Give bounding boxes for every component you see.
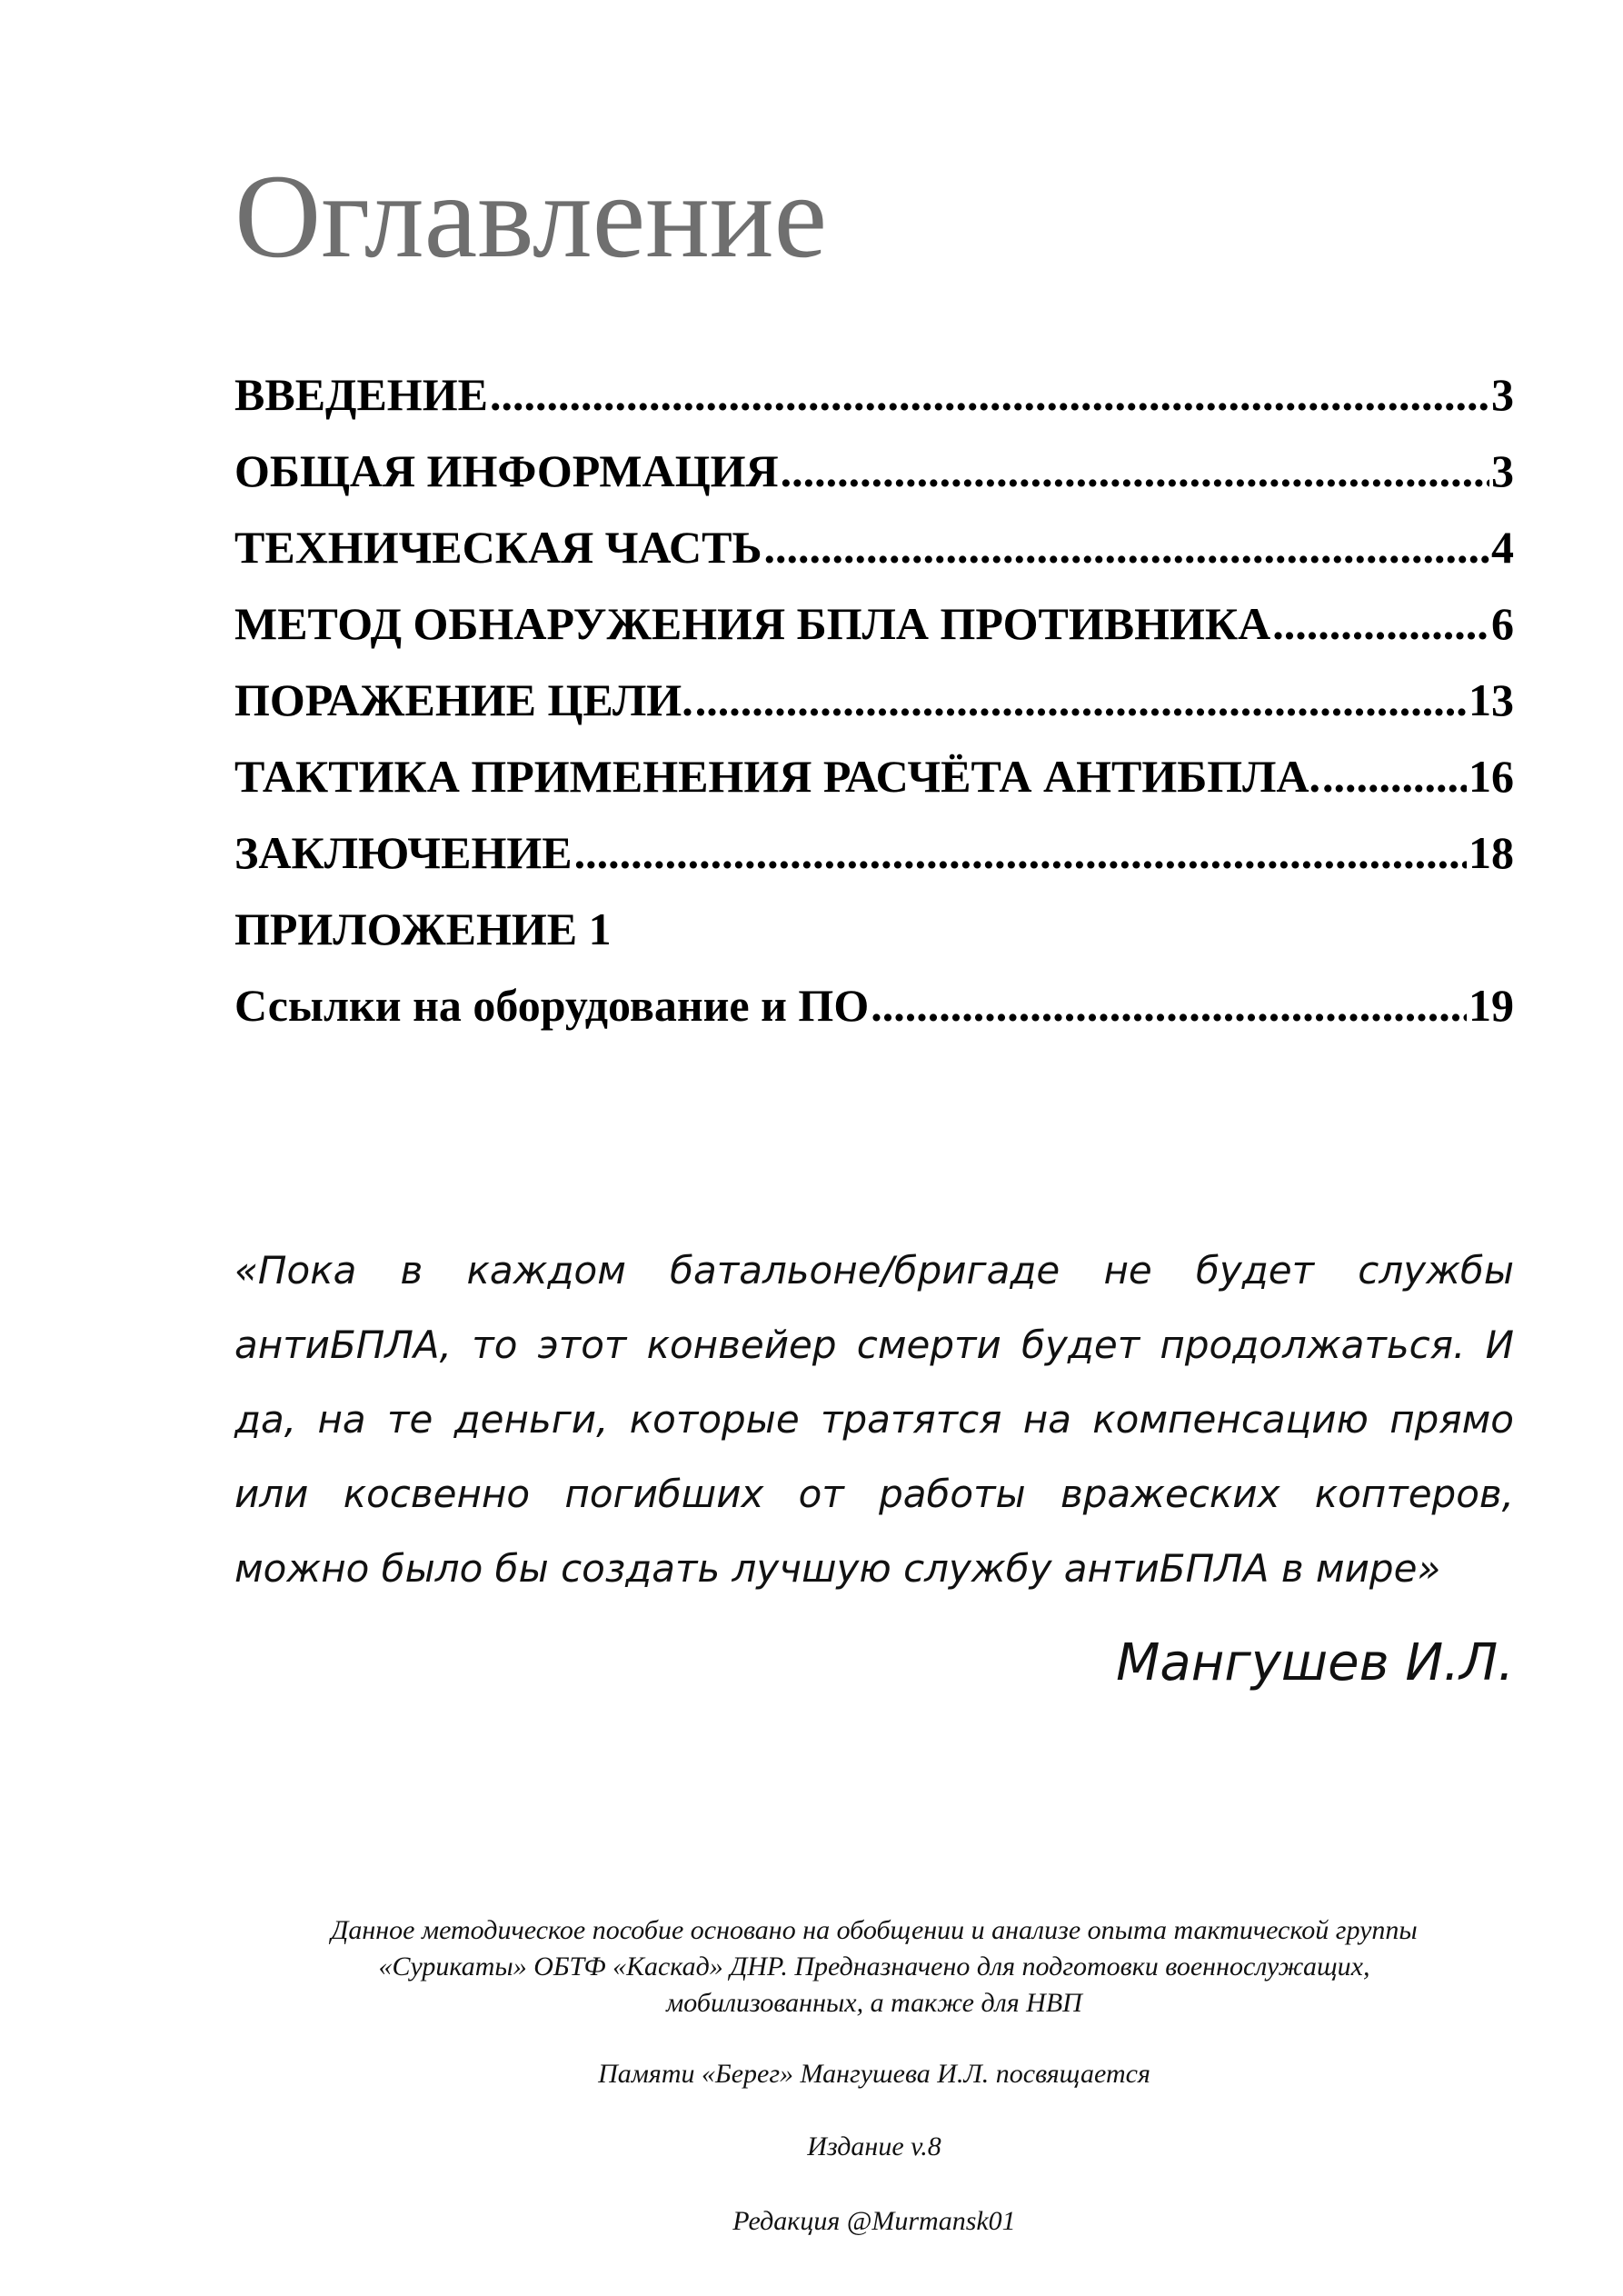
toc-dot-leader xyxy=(781,433,1489,509)
toc-entry-label: МЕТОД ОБНАРУЖЕНИЯ БПЛА ПРОТИВНИКА xyxy=(234,598,1271,649)
toc-entry-label: ТЕХНИЧЕСКАЯ ЧАСТЬ xyxy=(234,522,762,573)
toc-dot-leader xyxy=(695,662,1467,738)
toc-entry-label: Ссылки на оборудование и ПО xyxy=(234,980,870,1031)
toc-dot-leader xyxy=(490,356,1489,433)
toc-entry-introduction[interactable] xyxy=(234,356,1514,433)
toc-page-number: 3 xyxy=(1491,369,1514,420)
toc-dot-leader xyxy=(871,967,1467,1043)
toc-entry-target-engagement[interactable] xyxy=(234,662,1514,738)
toc-entry-label: ОБЩАЯ ИНФОРМАЦИЯ xyxy=(234,445,779,496)
toc-entry-tactics[interactable] xyxy=(234,738,1514,814)
toc-page-number: 6 xyxy=(1491,598,1514,649)
footer-editor: Редакция @Murmansk01 xyxy=(732,2206,1016,2236)
footer-description-line: мобилизованных, а также для НВП xyxy=(666,1988,1082,2018)
toc-dot-leader xyxy=(1322,738,1467,814)
toc-page-number: 3 xyxy=(1491,445,1514,496)
epigraph-quote: «Пока в каждом батальоне/бригаде не будет службы антиБПЛА, то этот конвейер смерти будет продолжаться. И да, на те деньги, которые тратятся на компенсацию прямо или косвенно погибших от работы вражеских коптеров, можно было бы создать лучшую службу антиБПЛА в мире» xyxy=(234,1248,1514,1591)
toc-page-number: 16 xyxy=(1469,751,1514,802)
toc-entry-detection-method[interactable] xyxy=(234,585,1514,662)
toc-dot-leader xyxy=(1272,585,1489,662)
toc-entry-label: ПОРАЖЕНИЕ ЦЕЛИ. xyxy=(234,674,693,725)
toc-dot-leader xyxy=(574,814,1467,891)
toc-entry-appendix-1[interactable] xyxy=(234,891,1514,967)
table-of-contents xyxy=(234,356,1514,1043)
footer-description-line: «Сурикаты» ОБТФ «Каскад» ДНР. Предназначено для подготовки военнослужащих, xyxy=(378,1952,1370,1982)
toc-entry-label: ТАКТИКА ПРИМЕНЕНИЯ РАСЧЁТА АНТИБПЛА. xyxy=(234,751,1321,802)
footer-description xyxy=(234,1912,1514,2021)
toc-entry-conclusion[interactable] xyxy=(234,814,1514,891)
quote-author: Мангушев И.Л. xyxy=(1116,1633,1514,1692)
footer-description-line: Данное методическое пособие основано на обобщении и анализе опыта тактической группы xyxy=(331,1915,1418,1945)
toc-entry-label: ПРИЛОЖЕНИЕ 1 xyxy=(234,903,612,954)
toc-dot-leader xyxy=(764,509,1489,585)
toc-entry-label: ВВЕДЕНИЕ xyxy=(234,369,488,420)
toc-page-number: 18 xyxy=(1469,827,1514,878)
toc-entry-technical-part[interactable] xyxy=(234,509,1514,585)
footer-dedication: Памяти «Берег» Мангушева И.Л. посвящается xyxy=(598,2059,1150,2089)
toc-page-number: 19 xyxy=(1469,980,1514,1031)
footer-edition: Издание v.8 xyxy=(807,2131,941,2161)
toc-page-number: 4 xyxy=(1491,522,1514,573)
toc-entry-equipment-links[interactable] xyxy=(234,967,1514,1043)
toc-entry-label: ЗАКЛЮЧЕНИЕ xyxy=(234,827,573,878)
toc-entry-general-info[interactable] xyxy=(234,433,1514,509)
toc-page-number: 13 xyxy=(1469,674,1514,725)
page-title: Оглавление xyxy=(234,149,828,283)
